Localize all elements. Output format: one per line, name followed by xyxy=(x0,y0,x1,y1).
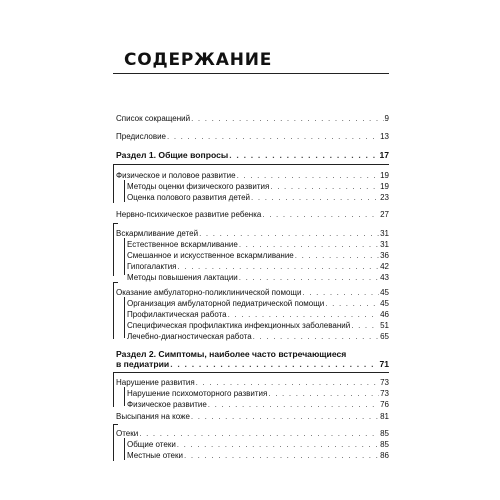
section-rule xyxy=(113,372,389,373)
toc-entry[interactable] xyxy=(0,377,389,388)
toc-entry-title: Местные отеки xyxy=(127,451,183,460)
section-rule xyxy=(113,164,389,165)
toc-subentry[interactable] xyxy=(0,320,389,331)
toc-entry-page: 73 xyxy=(380,378,389,387)
toc-subentry[interactable] xyxy=(0,181,389,192)
toc-entry-title: Специфическая профилактика инфекционных заболеваний xyxy=(127,321,351,330)
toc-entry-title: Гипогалактия xyxy=(127,262,177,271)
toc-entry-title: Организация амбулаторной педиатрической помощи xyxy=(127,299,325,308)
toc-entry[interactable] xyxy=(0,411,389,422)
toc-entry-page: 85 xyxy=(380,440,389,449)
toc-entry-page: 31 xyxy=(380,240,389,249)
toc-entry-title: Общие отеки xyxy=(127,440,176,449)
page-title: СОДЕРЖАНИЕ xyxy=(124,50,273,70)
toc-subentry[interactable] xyxy=(0,261,389,272)
toc-entry-page: 45 xyxy=(380,288,389,297)
toc-entry-title: Нервно-психическое развитие ребенка xyxy=(116,210,262,219)
toc-subentry[interactable] xyxy=(0,272,389,283)
toc-leader xyxy=(139,428,379,439)
toc-entry-page: 9 xyxy=(384,114,389,123)
toc-leader xyxy=(184,450,379,461)
toc-leader xyxy=(239,239,379,250)
toc-subentry[interactable] xyxy=(0,250,389,261)
toc-leader xyxy=(196,377,379,388)
toc-leader xyxy=(302,287,379,298)
toc-leader xyxy=(295,250,379,261)
toc-leader xyxy=(251,192,379,203)
toc-entry-page: 65 xyxy=(380,332,389,341)
toc-entry-page: 71 xyxy=(379,359,389,369)
toc-entry-page: 86 xyxy=(380,451,389,460)
toc-entry-title: Методы повышения лактации xyxy=(127,273,238,282)
toc-entry[interactable] xyxy=(0,131,389,142)
toc-entry-title: Оказание амбулаторно-поликлинической помощи xyxy=(116,288,302,297)
toc-entry-page: 19 xyxy=(380,182,389,191)
toc-entry-title: Физическое развитие xyxy=(127,400,207,409)
toc-subentry[interactable] xyxy=(0,399,389,410)
toc-subentry[interactable] xyxy=(0,450,389,461)
toc-entry-page: 19 xyxy=(380,171,389,180)
toc-leader xyxy=(199,228,379,239)
toc-subentry[interactable] xyxy=(0,331,389,342)
toc-leader xyxy=(270,181,379,192)
toc-leader xyxy=(253,331,379,342)
toc-entry[interactable] xyxy=(0,428,389,439)
toc-subentry[interactable] xyxy=(0,439,389,450)
toc-entry-page: 76 xyxy=(380,400,389,409)
toc-entry[interactable] xyxy=(0,170,389,181)
toc-entry-page: 13 xyxy=(380,132,389,141)
toc-section-heading[interactable] xyxy=(0,150,389,161)
toc-entry-page: 36 xyxy=(380,251,389,260)
toc-leader xyxy=(191,113,383,124)
toc-entry-page: 43 xyxy=(380,273,389,282)
toc-leader xyxy=(262,209,379,220)
toc-leader xyxy=(170,359,378,370)
toc-leader xyxy=(237,170,380,181)
toc-entry-title: Список сокращений xyxy=(116,114,191,123)
toc-entry-page: 23 xyxy=(380,193,389,202)
toc-leader xyxy=(208,399,379,410)
toc-leader xyxy=(191,411,379,422)
toc-entry[interactable] xyxy=(0,113,389,124)
toc-entry-title: Смешанное и искусственное вскармливание xyxy=(127,251,294,260)
toc-section-heading-line1[interactable]: Раздел 2. Симптомы, наиболее часто встречающиеся xyxy=(116,349,347,359)
toc-entry-page: 31 xyxy=(380,229,389,238)
toc-entry-page: 46 xyxy=(380,310,389,319)
toc-leader xyxy=(239,272,379,283)
toc-entry-page: 73 xyxy=(380,389,389,398)
toc-entry-title: Раздел 1. Общие вопросы xyxy=(116,150,229,160)
toc-entry-title: Отеки xyxy=(116,429,139,438)
toc-entry-title: Лечебно-диагностическая работа xyxy=(127,332,252,341)
toc-subentry[interactable] xyxy=(0,388,389,399)
toc-entry-title: Методы оценки физического развития xyxy=(127,182,270,191)
toc-entry-page: 51 xyxy=(380,321,389,330)
toc-entry-title: Вскармливание детей xyxy=(116,229,199,238)
toc-leader xyxy=(167,131,379,142)
toc-leader xyxy=(177,439,379,450)
title-underline xyxy=(113,73,389,74)
toc-leader xyxy=(351,320,379,331)
toc-entry-page: 81 xyxy=(380,412,389,421)
toc-entry-page: 17 xyxy=(379,150,389,160)
toc-entry-title: Профилактическая работа xyxy=(127,310,227,319)
toc-entry-title: Физическое и половое развитие xyxy=(116,171,236,180)
toc-leader xyxy=(229,150,378,161)
toc-subentry[interactable] xyxy=(0,192,389,203)
toc-entry-page: 42 xyxy=(380,262,389,271)
toc-leader xyxy=(325,298,379,309)
toc-section-heading[interactable] xyxy=(0,359,389,370)
toc-entry-title: Естественное вскармливание xyxy=(127,240,238,249)
toc-entry-title: Нарушение развития xyxy=(116,378,195,387)
toc-subentry[interactable] xyxy=(0,309,389,320)
toc-leader xyxy=(228,309,379,320)
toc-entry-title: Высыпания на коже xyxy=(116,412,190,421)
toc-entry-title: Предисловие xyxy=(116,132,166,141)
toc-entry-title: Оценка полового развития детей xyxy=(127,193,250,202)
toc-subentry[interactable] xyxy=(0,239,389,250)
toc-leader xyxy=(178,261,380,272)
toc-entry[interactable] xyxy=(0,209,389,220)
toc-entry[interactable] xyxy=(0,228,389,239)
toc-entry-page: 27 xyxy=(380,210,389,219)
toc-entry-page: 85 xyxy=(380,429,389,438)
toc-leader xyxy=(268,388,379,399)
toc-subentry[interactable] xyxy=(0,298,389,309)
toc-entry-page: 45 xyxy=(380,299,389,308)
toc-entry[interactable] xyxy=(0,287,389,298)
toc-entry-title: Нарушение психомоторного развития xyxy=(127,389,268,398)
toc-entry-title: в педиатрии xyxy=(116,359,170,369)
